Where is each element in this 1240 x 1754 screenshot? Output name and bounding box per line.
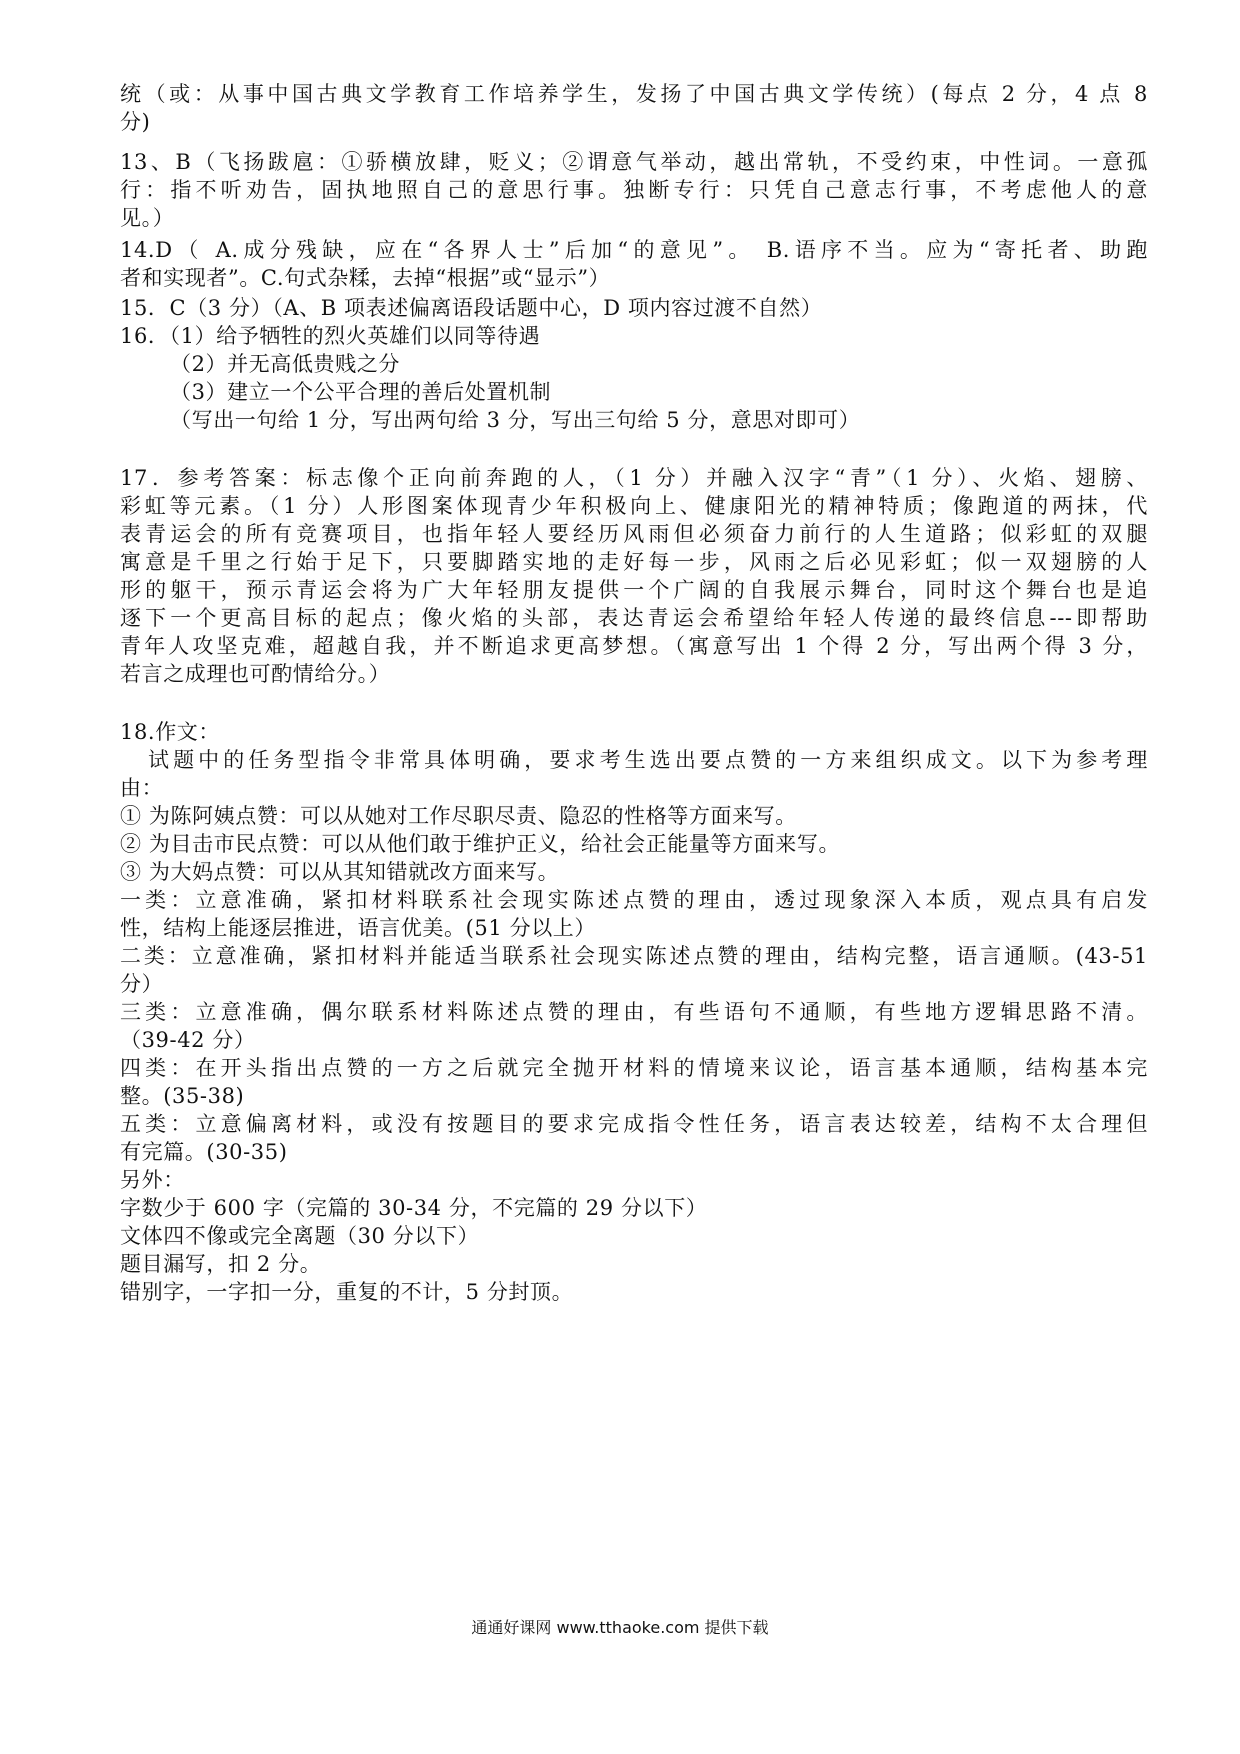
extra-rule-style: 文体四不像或完全离题（30 分以下） — [120, 1224, 480, 1248]
extra-heading: 另外： — [120, 1168, 185, 1192]
grade-1-line-1: 一类：立意准确，紧扣材料联系社会现实陈述点赞的理由，透过现象深入本质，观点具有启发 — [120, 888, 1148, 912]
grade-4-line-2: 整。(35-38) — [120, 1084, 245, 1108]
answer-17-line-3: 表青运会的所有竞赛项目，也指年轻人要经历风雨但必须奋力前行的人生道路；似彩虹的双腿 — [120, 522, 1148, 546]
grade-3-line-1: 三类：立意准确，偶尔联系材料陈述点赞的理由，有些语句不通顺，有些地方逻辑思路不清。 — [120, 1000, 1148, 1024]
grade-1-line-2: 性，结构上能逐层推进，语言优美。(51 分以上） — [120, 916, 596, 940]
answer-18-reason-2: ② 为目击市民点赞：可以从他们敢于维护正义，给社会正能量等方面来写。 — [120, 832, 841, 856]
answer-17-line-8: 若言之成理也可酌情给分。） — [120, 662, 391, 686]
answer-16-line-2: （2）并无高低贵贱之分 — [170, 352, 400, 376]
extra-rule-typos: 错别字，一字扣一分，重复的不计，5 分封顶。 — [120, 1280, 574, 1304]
grade-2-line-1: 二类：立意准确，紧扣材料并能适当联系社会现实陈述点赞的理由，结构完整，语言通顺。(43-51 — [120, 944, 1148, 968]
answer-17-line-5: 形的躯干，预示青运会将为广大年轻朋友提供一个广阔的自我展示舞台，同时这个舞台也是追 — [120, 578, 1148, 602]
answer-18-intro-line-1: 试题中的任务型指令非常具体明确，要求考生选出要点赞的一方来组织成文。以下为参考理 — [148, 748, 1148, 772]
answer-17-line-7: 青年人攻坚克难，超越自我，并不断追求更高梦想。（寓意写出 1 个得 2 分，写出两个得 3 分， — [120, 634, 1148, 658]
grade-3-line-2: （39-42 分） — [120, 1028, 256, 1052]
answer-13-line-3: 见。） — [120, 206, 175, 230]
answer-17-line-4: 寓意是千里之行始于足下，只要脚踏实地的走好每一步，风雨之后必见彩虹；似一双翅膀的人 — [120, 550, 1148, 574]
grade-5-line-2: 有完篇。(30-35) — [120, 1140, 288, 1164]
answer-18-reason-3: ③ 为大妈点赞：可以从其知错就改方面来写。 — [120, 860, 560, 884]
answer-18-reason-1: ① 为陈阿姨点赞：可以从她对工作尽职尽责、隐忍的性格等方面来写。 — [120, 804, 797, 828]
extra-rule-title: 题目漏写，扣 2 分。 — [120, 1252, 322, 1276]
answer-13-line-1: 13、B（飞扬跋扈：①骄横放肆，贬义；②谓意气举动，越出常轨，不受约束，中性词。一意孤 — [120, 150, 1148, 174]
grade-5-line-1: 五类：立意偏离材料，或没有按题目的要求完成指令性任务，语言表达较差，结构不太合理但 — [120, 1112, 1148, 1136]
answer-16-line-4: （写出一句给 1 分，写出两句给 3 分，写出三句给 5 分，意思对即可） — [170, 408, 861, 432]
answer-12-line-1: 统（或：从事中国古典文学教育工作培养学生，发扬了中国古典文学传统）(每点 2 分，4 点 8 — [120, 82, 1148, 106]
grade-4-line-1: 四类：在开头指出点赞的一方之后就完全抛开材料的情境来议论，语言基本通顺，结构基本完 — [120, 1056, 1148, 1080]
answer-18-intro-line-2: 由： — [120, 776, 164, 800]
answer-15-line: 15．C（3 分）（A、B 项表述偏离语段话题中心，D 项内容过渡不自然） — [120, 296, 823, 320]
answer-18-heading: 18.作文： — [120, 720, 220, 744]
page-footer: 通通好课网 www.tthaoke.com 提供下载 — [471, 1618, 769, 1637]
answer-14-line-2: 者和实现者”。C.句式杂糅，去掉“根据”或“显示”） — [120, 266, 611, 290]
answer-12-line-2: 分) — [120, 110, 151, 134]
answer-17-line-6: 逐下一个更高目标的起点；像火焰的头部，表达青运会希望给年轻人传递的最终信息---即帮助 — [120, 606, 1148, 630]
answer-14-line-1: 14.D（ A.成分残缺，应在“各界人士”后加“的意见”。 B.语序不当。应为“寄托者、助跑 — [120, 238, 1148, 262]
answer-13-line-2: 行：指不听劝告，固执地照自己的意思行事。独断专行：只凭自己意志行事，不考虑他人的意 — [120, 178, 1148, 202]
answer-16-line-3: （3）建立一个公平合理的善后处置机制 — [170, 380, 552, 404]
grade-2-line-2: 分） — [120, 972, 164, 996]
answer-17-line-1: 17．参考答案：标志像个正向前奔跑的人，（1 分）并融入汉字“青”（1 分）、火焰、翅膀、 — [120, 466, 1148, 490]
answer-17-line-2: 彩虹等元素。（1 分）人形图案体现青少年积极向上、健康阳光的精神特质；像跑道的两抹，代 — [120, 494, 1148, 518]
answer-16-line-1: 16．（1）给予牺牲的烈火英雄们以同等待遇 — [120, 324, 541, 348]
extra-rule-word-count: 字数少于 600 字（完篇的 30-34 分，不完篇的 29 分以下） — [120, 1196, 708, 1220]
